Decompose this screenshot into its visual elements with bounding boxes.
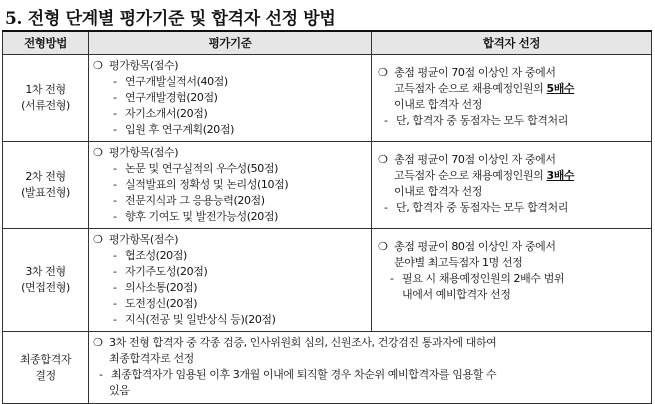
table-row xyxy=(3,142,652,229)
dash-bullet-icon: - xyxy=(113,178,117,191)
selection-multiplier: 5배수 xyxy=(546,82,575,95)
criteria-item: 연구개발실적서(40점) xyxy=(125,75,228,88)
section-title: 5. 전형 단계별 평가기준 및 합격자 선정 방법 xyxy=(5,9,336,29)
criteria-item: 자기주도성(20점) xyxy=(125,265,208,278)
dash-bullet-icon: - xyxy=(99,368,103,381)
final-description-cell xyxy=(89,332,652,404)
stage-cell xyxy=(3,55,89,142)
stage-type: (서류전형) xyxy=(21,99,70,112)
selection-multiplier: 3배수 xyxy=(546,169,575,182)
criteria-item: 의사소통(20점) xyxy=(125,281,198,294)
dash-bullet-icon: - xyxy=(384,201,388,214)
criteria-cell xyxy=(89,142,372,229)
stage-name: 3차 전형 xyxy=(25,265,66,278)
header-method: 전형방법 xyxy=(3,31,89,55)
dash-bullet-icon: - xyxy=(113,281,117,294)
selection-note: 내에서 예비합격자 선정 xyxy=(402,288,511,301)
dash-bullet-icon: - xyxy=(113,249,117,262)
selection-cell xyxy=(372,229,652,332)
criteria-item: 자기소개서(20점) xyxy=(125,107,208,120)
stage-name: 2차 전형 xyxy=(25,170,66,183)
stage-cell xyxy=(3,332,89,404)
header-selection: 합격자 선정 xyxy=(372,31,652,55)
selection-note: 단, 합격자 중 동점자는 모두 합격처리 xyxy=(396,201,568,214)
table-row xyxy=(3,55,652,142)
dash-bullet-icon: - xyxy=(113,313,117,326)
circle-bullet-icon: ❍ xyxy=(93,146,103,159)
dash-bullet-icon: - xyxy=(384,114,388,127)
criteria-item: 지식(전공 및 일반상식 등)(20점) xyxy=(125,313,276,326)
criteria-item: 도전정신(20점) xyxy=(125,297,198,310)
selection-text: 분야별 최고득점자 1명 선정 xyxy=(394,256,523,269)
selection-cell xyxy=(372,142,652,229)
final-text: 최종합격자로 선정 xyxy=(109,352,194,365)
final-text: 3차 전형 합격자 중 각종 검증, 인사위원회 심의, 신원조사, 건강검진 통과자에 대하여 xyxy=(109,336,497,349)
selection-cell xyxy=(372,55,652,142)
circle-bullet-icon: ❍ xyxy=(378,240,388,253)
header-criteria: 평가기준 xyxy=(89,31,372,55)
dash-bullet-icon: - xyxy=(113,265,117,278)
circle-bullet-icon: ❍ xyxy=(93,59,103,72)
dash-bullet-icon: - xyxy=(113,210,117,223)
selection-text: 이내로 합격자 선정 xyxy=(394,185,483,198)
selection-text: 고득점자 순으로 채용예정인원의 xyxy=(394,169,547,182)
stage-cell xyxy=(3,229,89,332)
dash-bullet-icon: - xyxy=(113,123,117,136)
header-row xyxy=(3,31,652,55)
selection-text: 총점 평균이 70점 이상인 자 중에서 xyxy=(394,153,556,166)
stage-cell xyxy=(3,142,89,229)
dash-bullet-icon: - xyxy=(113,297,117,310)
stage-name: 1차 전형 xyxy=(25,83,66,96)
criteria-cell xyxy=(89,55,372,142)
criteria-heading: 평가항목(점수) xyxy=(109,59,179,72)
circle-bullet-icon: ❍ xyxy=(378,153,388,166)
final-note: 있음 xyxy=(109,384,130,397)
selection-text: 총점 평균이 80점 이상인 자 중에서 xyxy=(394,240,556,253)
criteria-item: 논문 및 연구실적의 우수성(50점) xyxy=(125,162,278,175)
criteria-item: 실적발표의 정확성 및 논리성(10점) xyxy=(125,178,289,191)
selection-note: 필요 시 채용예정인원의 2배수 범위 xyxy=(402,272,565,285)
criteria-heading: 평가항목(점수) xyxy=(109,233,179,246)
circle-bullet-icon: ❍ xyxy=(93,336,103,349)
stage-type: 결정 xyxy=(35,368,56,382)
selection-note: 단, 합격자 중 동점자는 모두 합격처리 xyxy=(396,114,568,127)
circle-bullet-icon: ❍ xyxy=(93,233,103,246)
table-row xyxy=(3,229,652,332)
evaluation-table xyxy=(2,30,652,404)
criteria-item: 협조성(20점) xyxy=(125,249,187,262)
dash-bullet-icon: - xyxy=(113,91,117,104)
selection-text: 총점 평균이 70점 이상인 자 중에서 xyxy=(394,66,556,79)
final-row xyxy=(3,332,652,404)
stage-type: (면접전형) xyxy=(21,281,70,294)
criteria-item: 연구개발경험(20점) xyxy=(125,91,218,104)
criteria-heading: 평가항목(점수) xyxy=(109,146,179,159)
dash-bullet-icon: - xyxy=(113,162,117,175)
criteria-item: 전문지식과 그 응용능력(20점) xyxy=(125,194,265,207)
criteria-item: 입원 후 연구계획(20점) xyxy=(125,123,234,136)
final-note: 최종합격자가 임용된 이후 3개월 이내에 퇴직할 경우 차순위 예비합격자를 임용할 수 xyxy=(111,368,497,381)
criteria-cell xyxy=(89,229,372,332)
dash-bullet-icon: - xyxy=(390,272,394,285)
dash-bullet-icon: - xyxy=(113,194,117,207)
stage-name: 최종합격자 xyxy=(19,352,72,366)
selection-text: 이내로 합격자 선정 xyxy=(394,98,483,111)
dash-bullet-icon: - xyxy=(113,107,117,120)
criteria-item: 향후 기여도 및 발전가능성(20점) xyxy=(125,210,278,223)
circle-bullet-icon: ❍ xyxy=(378,66,388,79)
selection-text: 고득점자 순으로 채용예정인원의 xyxy=(394,82,547,95)
dash-bullet-icon: - xyxy=(113,75,117,88)
stage-type: (발표전형) xyxy=(21,186,70,199)
